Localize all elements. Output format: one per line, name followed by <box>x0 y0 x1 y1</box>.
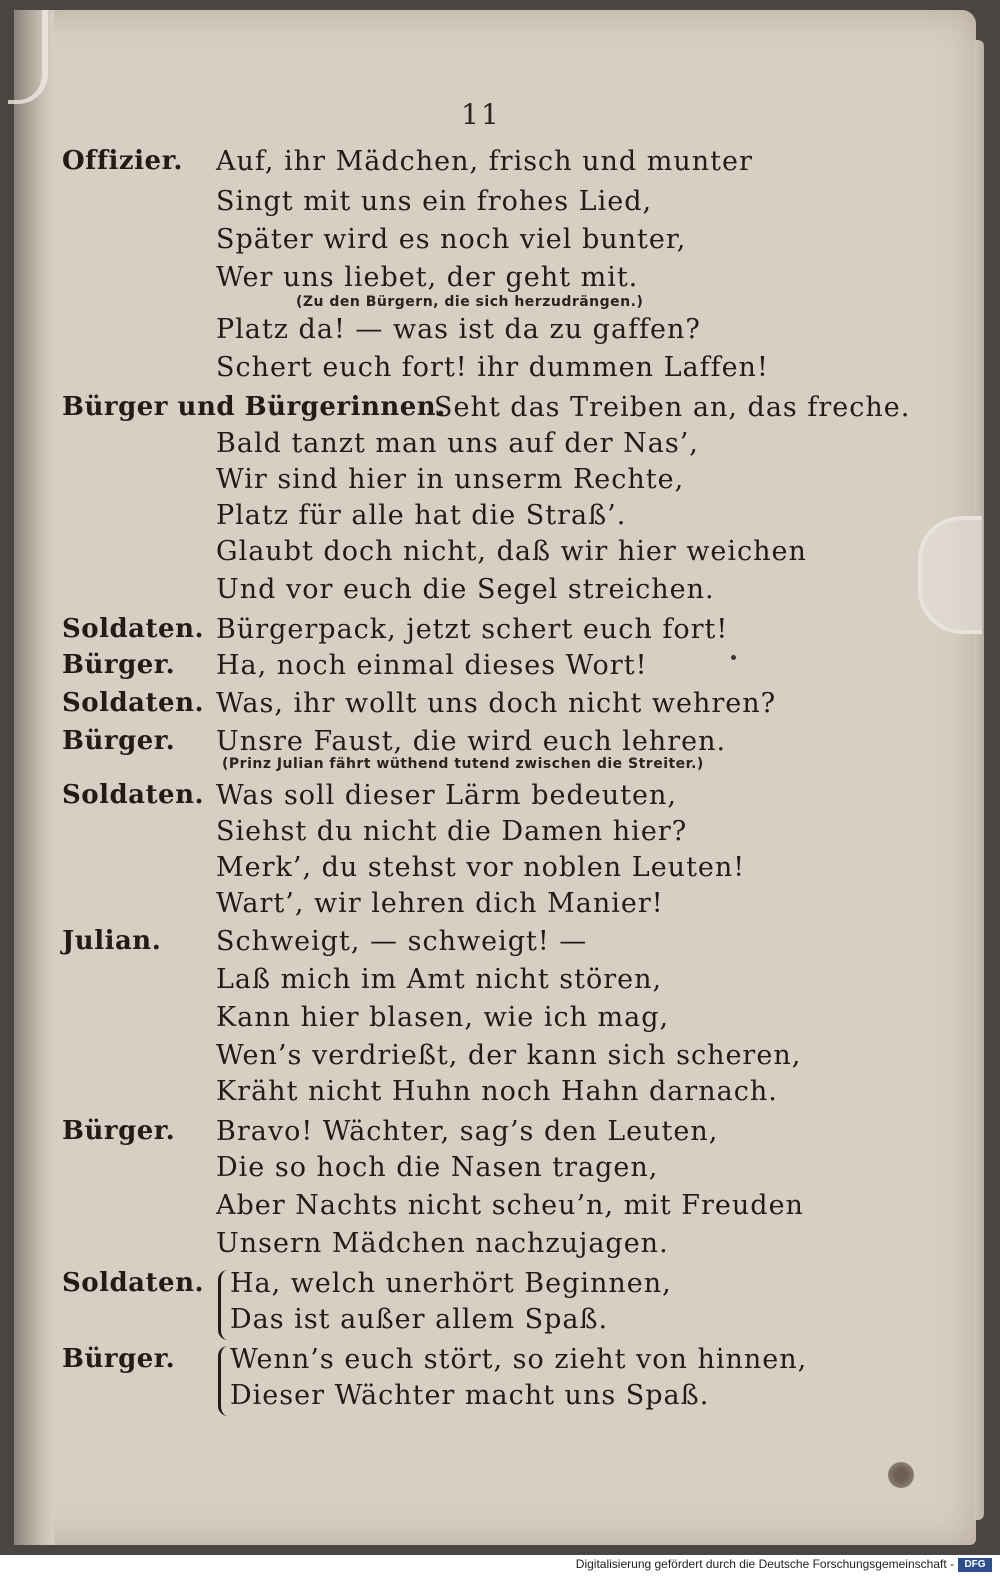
dialogue-row <box>0 186 962 224</box>
verse-line: Was soll dieser Lärm bedeuten, <box>216 780 677 811</box>
verse-line: Bürgerpack, jetzt schert euch fort! <box>216 614 729 645</box>
dialogue-row <box>0 464 962 502</box>
verse-line: Singt mit uns ein frohes Lied, <box>216 186 653 217</box>
dialogue-row <box>0 1344 962 1382</box>
verse-line: Seht das Treiben an, das freche. <box>434 392 911 423</box>
speaker-label: Offizier. <box>62 146 183 176</box>
verse-line: Wir sind hier in unserm Rechte, <box>216 464 685 495</box>
dialogue-row <box>0 1304 962 1342</box>
dialogue-row <box>0 926 962 964</box>
dialogue-row <box>0 224 962 262</box>
funding-credit: Digitalisierung gefördert durch die Deutsche Forschungsgemeinschaft - <box>575 1557 954 1571</box>
dialogue-row <box>0 1268 962 1306</box>
dialogue-row <box>0 1152 962 1190</box>
dialogue-row <box>0 1040 962 1078</box>
dialogue-row <box>0 428 962 466</box>
verse-line: Ha, noch einmal dieses Wort! <box>216 650 648 681</box>
verse-line: Schweigt, — schweigt! — <box>216 926 588 957</box>
verse-line: Platz da! — was ist da zu gaffen? <box>216 314 701 345</box>
dialogue-row <box>0 964 962 1002</box>
dialogue-row <box>0 688 962 726</box>
speaker-label: Soldaten. <box>62 780 205 810</box>
dialogue-row <box>0 888 962 926</box>
verse-line: Wer uns liebet, der geht mit. <box>216 262 639 293</box>
dialogue-row <box>0 574 962 612</box>
dialogue-row <box>0 314 962 352</box>
verse-line: Wart’, wir lehren dich Manier! <box>216 888 664 919</box>
speaker-label: Bürger und Bürgerinnen. <box>62 392 446 422</box>
speaker-label: Julian. <box>62 926 162 956</box>
verse-line: Siehst du nicht die Damen hier? <box>216 816 688 847</box>
dialogue-row <box>0 1380 962 1418</box>
verse-line: Glaubt doch nicht, daß wir hier weichen <box>216 536 807 567</box>
library-stamp-icon <box>888 1462 914 1488</box>
verse-line: Und vor euch die Segel streichen. <box>216 574 715 605</box>
page-number: 11 <box>461 98 501 131</box>
verse-line: Platz für alle hat die Straß’. <box>216 500 627 531</box>
dialogue-row <box>0 816 962 854</box>
verse-line: Die so hoch die Nasen tragen, <box>216 1152 659 1183</box>
stage-direction: (Zu den Bürgern, die sich herzudrängen.) <box>296 294 644 310</box>
dialogue-row <box>0 650 962 688</box>
stage-direction-row <box>0 294 962 314</box>
stage-direction-row <box>0 756 962 776</box>
dialogue-row <box>0 614 962 652</box>
speaker-label: Soldaten. <box>62 688 205 718</box>
dialogue-row <box>0 500 962 538</box>
verse-line: Kann hier blasen, wie ich mag, <box>216 1002 670 1033</box>
dialogue-row <box>0 146 962 184</box>
speaker-label: Bürger. <box>62 1344 176 1374</box>
verse-line: Schert euch fort! ihr dummen Laffen! <box>216 352 769 383</box>
dialogue-row <box>0 1002 962 1040</box>
speaker-label: Bürger. <box>62 726 176 756</box>
dialogue-row <box>0 780 962 818</box>
verse-line: Ha, welch unerhört Beginnen, <box>230 1268 672 1299</box>
dfg-logo-icon: DFG <box>958 1558 992 1572</box>
verse-line: Auf, ihr Mädchen, frisch und munter <box>216 146 753 177</box>
verse-line: Laß mich im Amt nicht stören, <box>216 964 663 995</box>
verse-line: Wenn’s euch stört, so zieht von hinnen, <box>230 1344 808 1375</box>
verse-line: Aber Nachts nicht scheu’n, mit Freuden <box>216 1190 804 1221</box>
page-edge <box>974 40 984 1520</box>
verse-line: Bravo! Wächter, sag’s den Leuten, <box>216 1116 719 1147</box>
verse-line: Das ist außer allem Spaß. <box>230 1304 609 1335</box>
verse-line: Merk’, du stehst vor noblen Leuten! <box>216 852 746 883</box>
speaker-label: Bürger. <box>62 650 176 680</box>
verse-line: Unsern Mädchen nachzujagen. <box>216 1228 669 1259</box>
dialogue-row <box>0 392 962 430</box>
speaker-label: Soldaten. <box>62 614 205 644</box>
dialogue-row <box>0 1228 962 1266</box>
verse-line: Unsre Faust, die wird euch lehren. <box>216 726 727 757</box>
stage-direction: (Prinz Julian fährt wüthend tutend zwischen die Streiter.) <box>222 756 704 772</box>
verse-line: Wen’s verdrießt, der kann sich scheren, <box>216 1040 802 1071</box>
speaker-label: Soldaten. <box>62 1268 205 1298</box>
dialogue-row <box>0 852 962 890</box>
dialogue-row <box>0 1076 962 1114</box>
dialogue-row <box>0 352 962 390</box>
verse-line: Später wird es noch viel bunter, <box>216 224 687 255</box>
verse-line: Bald tanzt man uns auf der Nas’, <box>216 428 699 459</box>
footer-bar <box>0 1555 1000 1576</box>
dialogue-row <box>0 1116 962 1154</box>
verse-line: Was, ihr wollt uns doch nicht wehren? <box>216 688 777 719</box>
verse-line: Kräht nicht Huhn noch Hahn darnach. <box>216 1076 778 1107</box>
speaker-label: Bürger. <box>62 1116 176 1146</box>
verse-line: Dieser Wächter macht uns Spaß. <box>230 1380 710 1411</box>
dialogue-row <box>0 536 962 574</box>
dialogue-row <box>0 1190 962 1228</box>
curled-page-edge <box>8 10 48 104</box>
